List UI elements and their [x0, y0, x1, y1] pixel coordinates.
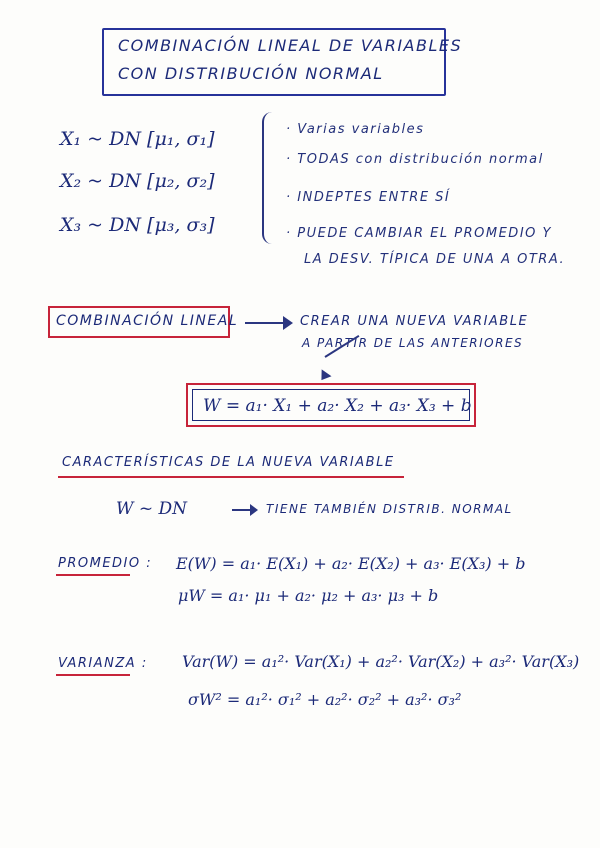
bullet-5: LA DESV. TÍPICA DE UNA A OTRA.	[304, 252, 566, 267]
varianza-underline	[56, 674, 130, 676]
characteristics-heading: CARACTERÍSTICAS DE LA NUEVA VARIABLE	[62, 455, 395, 470]
promedio-underline	[56, 574, 130, 576]
linear-formula: W = a₁· X₁ + a₂· X₂ + a₃· X₃ + b	[203, 396, 472, 416]
brace	[262, 112, 278, 244]
distribution-x1: X₁ ~ DN [μ₁, σ₁]	[60, 128, 215, 150]
varianza-label: VARIANZA :	[58, 656, 148, 671]
arrow-down-left-icon	[317, 369, 332, 383]
bullet-4: · PUEDE CAMBIAR EL PROMEDIO Y	[286, 226, 552, 241]
linear-label-box	[48, 306, 239, 338]
varianza-eq-2: σW² = a₁²· σ₁² + a₂²· σ₂² + a₃²· σ₃²	[188, 690, 462, 709]
characteristics-underline	[58, 476, 404, 478]
linear-desc-2: A PARTIR DE LAS ANTERIORES	[302, 336, 524, 350]
formula-inner-box	[192, 389, 470, 421]
w-distribution: W ~ DN	[116, 499, 188, 519]
title-line-1: COMBINACIÓN LINEAL DE VARIABLES	[118, 36, 463, 55]
promedio-eq-2: μW = a₁· μ₁ + a₂· μ₂ + a₃· μ₃ + b	[178, 586, 439, 605]
formula-box	[186, 383, 476, 427]
bullet-2: · TODAS con distribución normal	[286, 152, 544, 167]
bullet-1: · Varias variables	[286, 122, 425, 137]
small-arrow-line	[232, 509, 252, 511]
small-arrow-right-icon	[250, 504, 258, 516]
title-line-2: CON DISTRIBUCIÓN NORMAL	[118, 64, 384, 83]
arrow-line	[245, 322, 285, 324]
w-note: TIENE TAMBIÉN DISTRIB. NORMAL	[266, 502, 513, 516]
promedio-label: PROMEDIO :	[58, 556, 153, 571]
title-box	[102, 28, 463, 96]
varianza-eq-1: Var(W) = a₁²· Var(X₁) + a₂²· Var(X₂) + a₃²· Var(X₃)	[182, 652, 580, 671]
distribution-x2: X₂ ~ DN [μ₂, σ₂]	[60, 170, 215, 192]
promedio-eq-1: E(W) = a₁· E(X₁) + a₂· E(X₂) + a₃· E(X₃) + b	[176, 554, 526, 573]
bullet-3: · INDEPTES ENTRE SÍ	[286, 190, 451, 205]
distribution-x3: X₃ ~ DN [μ₃, σ₃]	[60, 214, 215, 236]
linear-desc-1: CREAR UNA NUEVA VARIABLE	[300, 314, 529, 329]
linear-label: COMBINACIÓN LINEAL	[56, 313, 239, 329]
arrow-right-icon	[283, 316, 293, 330]
